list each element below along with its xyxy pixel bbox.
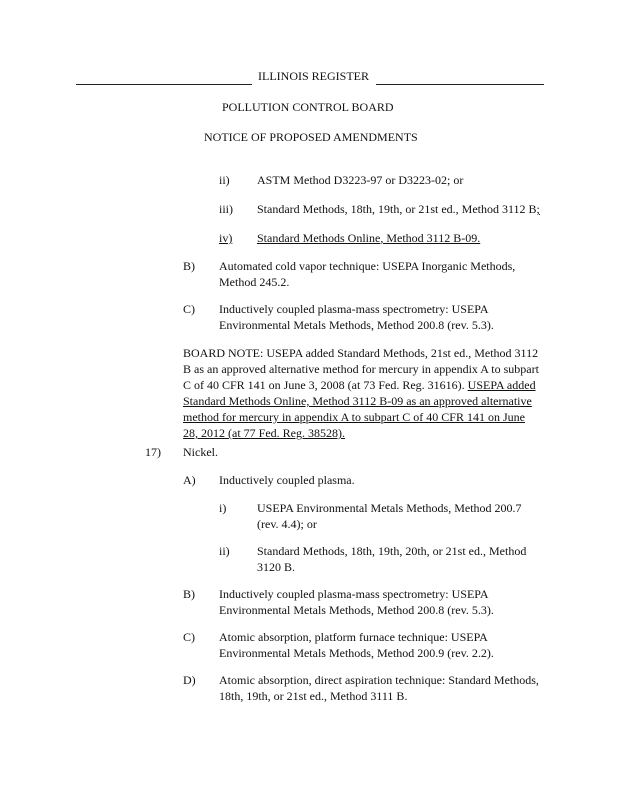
item-text: Atomic absorption, platform furnace technique: USEPA	[219, 630, 488, 644]
section-title: Nickel.	[183, 445, 218, 459]
register-title: ILLINOIS REGISTER	[258, 69, 369, 83]
item-label: C)	[183, 630, 195, 644]
inserted-text: Standard Methods Online	[257, 231, 381, 245]
item-label: iii)	[219, 202, 233, 216]
item-text: ASTM Method D3223-97 or D3223-02; or	[257, 173, 464, 187]
item-label: iv)	[219, 231, 233, 245]
item-text: 18th, 19th, or 21st ed., Method 3111 B.	[219, 689, 408, 703]
section-number: 17)	[145, 445, 161, 459]
item-text	[257, 201, 540, 217]
header-rule-right	[376, 84, 544, 85]
item-text: Standard Methods, 18th, 19th, 20th, or 21st ed., Method	[257, 544, 527, 558]
board-note-line: method for mercury in appendix A to subpart C of 40 CFR 141 on June	[183, 410, 525, 424]
item-text: Inductively coupled plasma-mass spectrometry: USEPA	[219, 302, 489, 316]
item-label: C)	[183, 302, 195, 316]
item-text: Method 245.2.	[219, 275, 290, 289]
inserted-text: USEPA added	[467, 378, 536, 392]
board-note-line: B as an approved alternative method for mercury in appendix A to subpart	[183, 362, 539, 376]
item-text: USEPA Environmental Metals Methods, Method 200.7	[257, 501, 522, 515]
item-label: i)	[219, 501, 227, 515]
item-text: 3120 B.	[257, 560, 296, 574]
item-text: Environmental Metals Methods, Method 200.9 (rev. 2.2).	[219, 646, 494, 660]
board-note-text: C of 40 CFR 141 on June 3, 2008 (at 73 Fed. Reg. 31616).	[183, 378, 468, 392]
item-label: B)	[183, 259, 195, 273]
item-label: ii)	[219, 173, 230, 187]
board-note-line: 28, 2012 (at 77 Fed. Reg. 38528).	[183, 426, 345, 440]
board-note-line: Standard Methods Online, Method 3112 B-09 as an approved alternative	[183, 394, 532, 408]
header-rule-left	[76, 84, 252, 85]
item-label: D)	[183, 673, 196, 687]
inserted-text: , Method 3112 B-09.	[380, 231, 481, 245]
item-text: Environmental Metals Methods, Method 200.8 (rev. 5.3).	[219, 318, 494, 332]
item-text: Inductively coupled plasma.	[219, 473, 355, 487]
board-note-line: BOARD NOTE: USEPA added Standard Methods, 21st ed., Method 3112	[183, 346, 539, 360]
item-text: Inductively coupled plasma-mass spectrometry: USEPA	[219, 587, 489, 601]
board-note-line	[183, 377, 536, 393]
item-label: ii)	[219, 544, 230, 558]
item-text	[257, 230, 480, 246]
inserted-text: ;	[536, 202, 540, 216]
item-label: A)	[183, 473, 196, 487]
item-text: (rev. 4.4); or	[257, 517, 317, 531]
board-title: POLLUTION CONTROL BOARD	[222, 100, 394, 114]
item-text: Atomic absorption, direct aspiration technique: Standard Methods,	[219, 673, 539, 687]
notice-title: NOTICE OF PROPOSED AMENDMENTS	[204, 130, 418, 144]
item-text: Environmental Metals Methods, Method 200.8 (rev. 5.3).	[219, 603, 494, 617]
item-text-main: Standard Methods, 18th, 19th, or 21st ed., Method 3112 B	[257, 202, 537, 216]
item-label: B)	[183, 587, 195, 601]
item-text: Automated cold vapor technique: USEPA Inorganic Methods,	[219, 259, 516, 273]
